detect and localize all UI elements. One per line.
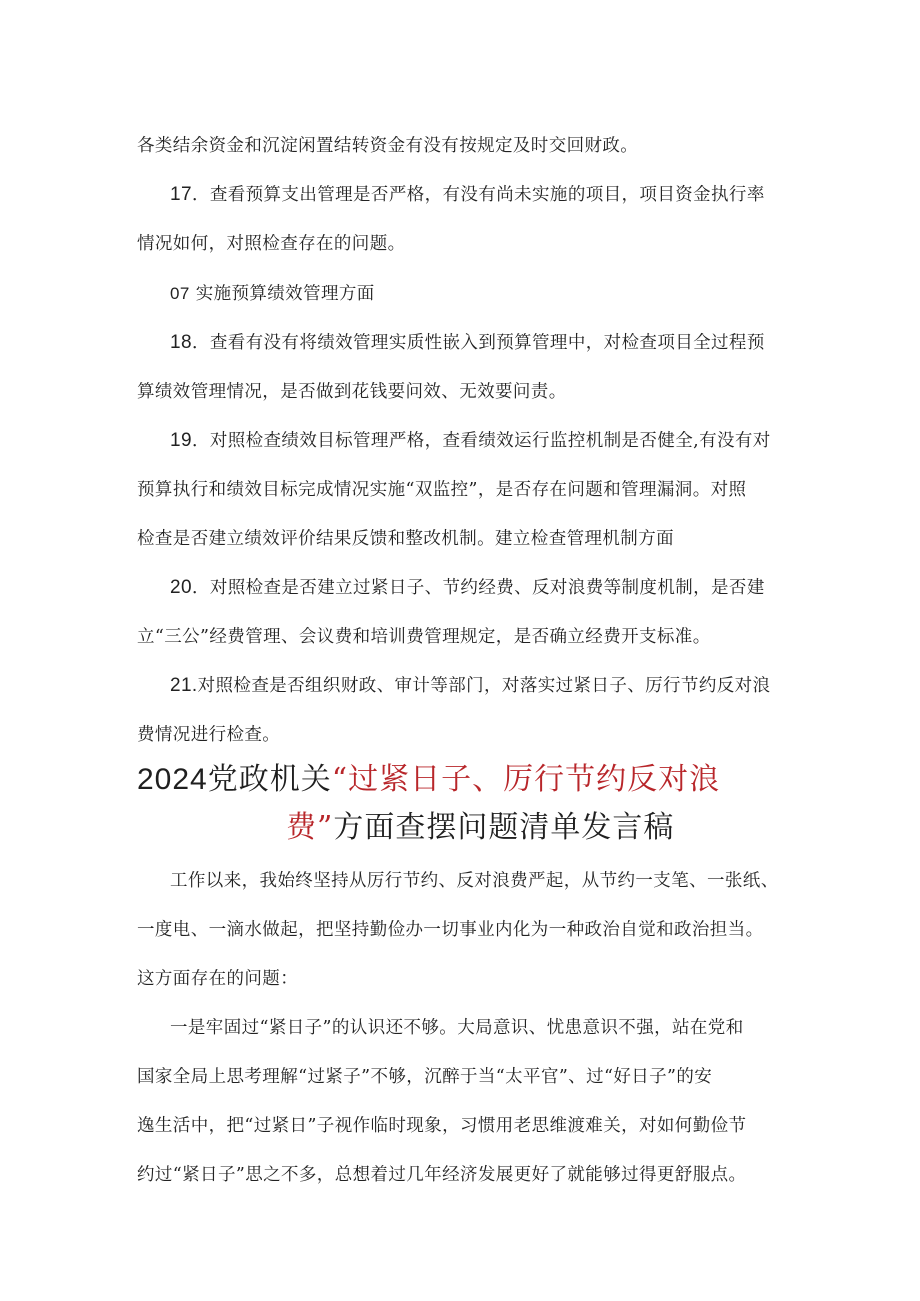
list-item-20: 20．对照检查是否建立过紧日子、节约经费、反对浪费等制度机制，是否建 xyxy=(170,577,765,598)
paragraph-line: 工作以来，我始终坚持从厉行节约、反对浪费严起，从节约一支笔、一张纸、 xyxy=(170,871,779,891)
title-red-text: 费” xyxy=(286,810,334,845)
item-number: 21. xyxy=(170,675,198,696)
paragraph-line: 约过“紧日子”思之不多，总想着过几年经济发展更好了就能够过得更舒服点。 xyxy=(137,1165,747,1185)
text-line: 各类结余资金和沉淀闲置结转资金有没有按规定及时交回财政。 xyxy=(137,136,639,156)
paragraph-line: 一度电、一滴水做起，把坚持勤俭办一切事业内化为一种政治自觉和政治担当。 xyxy=(137,920,764,940)
title-year: 2024 xyxy=(137,763,208,796)
text-line: 情况如何，对照检查存在的问题。 xyxy=(137,234,406,254)
document-title-line-2 xyxy=(286,808,674,848)
list-item-21: 21.对照检查是否组织财政、审计等部门，对落实过紧日子、厉行节约反对浪 xyxy=(170,675,771,696)
item-number: 18 xyxy=(170,332,192,353)
item-number: 19 xyxy=(170,430,192,451)
list-item-19: 19．对照检查绩效目标管理严格，查看绩效运行监控机制是否健全,有没有对 xyxy=(170,430,771,451)
text-line: 检查是否建立绩效评价结果反馈和整改机制。建立检查管理机制方面 xyxy=(137,529,674,549)
list-item-18: 18．查看有没有将绩效管理实质性嵌入到预算管理中，对检查项目全过程预 xyxy=(170,332,765,353)
title-red-text: “过紧日子、厉行节约反对浪 xyxy=(331,762,721,797)
title-black-text: 党政机关 xyxy=(207,762,332,797)
paragraph-line: 一是牢固过“紧日子”的认识还不够。大局意识、忧患意识不强，站在党和 xyxy=(170,1018,744,1038)
document-title-line-1 xyxy=(137,760,720,800)
paragraph-line: 这方面存在的问题： xyxy=(137,969,299,989)
text-line: 预算执行和绩效目标完成情况实施“双监控”，是否存在问题和管理漏洞。对照 xyxy=(137,480,747,500)
text-line: 算绩效管理情况，是否做到花钱要问效、无效要问责。 xyxy=(137,382,567,402)
text-line: 费情况进行检查。 xyxy=(137,725,281,745)
list-item-17: 17．查看预算支出管理是否严格，有没有尚未实施的项目，项目资金执行率 xyxy=(170,184,765,205)
section-number: 07 xyxy=(170,284,190,303)
text-line: 立“三公”经费管理、会议费和培训费管理规定，是否确立经费开支标准。 xyxy=(137,627,711,647)
item-number: 17 xyxy=(170,184,192,205)
paragraph-line: 国家全局上思考理解“过紧子”不够，沉醉于当“太平官”、过“好日子”的安 xyxy=(137,1067,713,1087)
title-black-text: 方面查摆问题清单发言稿 xyxy=(333,810,675,845)
item-number: 20 xyxy=(170,577,192,598)
paragraph-line: 逸生活中，把“过紧日”子视作临时现象，习惯用老思维渡难关，对如何勤俭节 xyxy=(137,1116,747,1136)
section-heading: 07 实施预算绩效管理方面 xyxy=(170,284,375,304)
